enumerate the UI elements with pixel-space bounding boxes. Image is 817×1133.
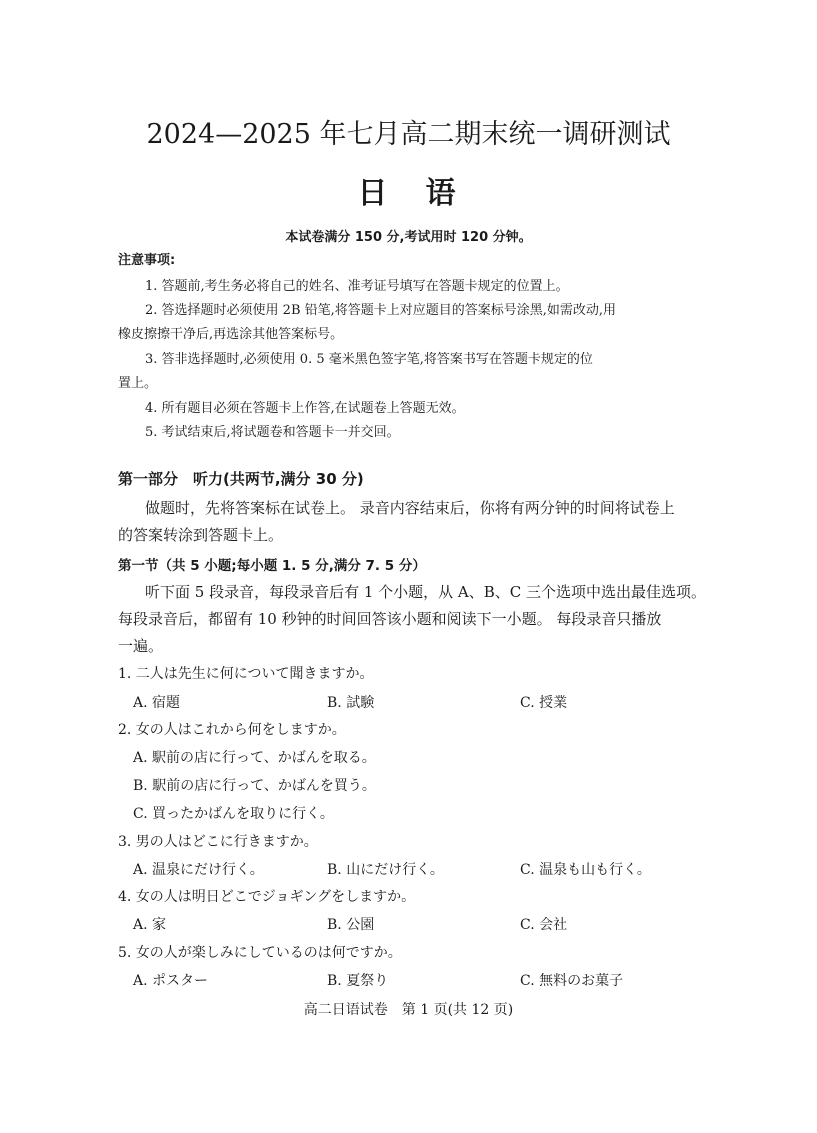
part1-heading: 第一部分 听力(共两节,满分 30 分) <box>118 470 364 488</box>
part1-intro-line: 做题时，先将答案标在试卷上。 录音内容结束后，你将有两分钟的时间将试卷上 <box>145 499 675 517</box>
section1-intro-line: 每段录音后，都留有 10 秒钟的时间回答该小题和阅读下一小题。 每段录音只播放 <box>118 610 662 628</box>
note-line: 1. 答题前,考生务必将自己的姓名、准考证号填写在答题卡规定的位置上。 <box>145 279 569 294</box>
section1-intro-line: 一遍。 <box>118 637 164 655</box>
option-b: B. 公園 <box>327 917 375 933</box>
page-footer: 高二日语试卷 第 1 页(共 12 页) <box>303 1002 514 1018</box>
option-a: A. 宿題 <box>133 695 181 711</box>
option-a: A. 温泉にだけ行く。 <box>133 862 264 878</box>
section1-intro-line: 听下面 5 段录音，每段录音后有 1 个小题，从 A、B、C 三个选项中选出最佳选项。 <box>145 583 707 601</box>
note-line: 4. 所有题目必须在答题卡上作答,在试题卷上答题无效。 <box>145 401 465 416</box>
question-stem: 4. 女の人は明日どこでジョギングをしますか。 <box>118 889 416 905</box>
subject-title: 日 语 <box>357 176 460 211</box>
score-line: 本试卷满分 150 分,考试用时 120 分钟。 <box>285 230 532 245</box>
notes-title: 注意事项: <box>118 253 176 268</box>
note-line: 置上。 <box>118 376 158 391</box>
option-a: A. ポスター <box>133 973 209 989</box>
question-stem: 1. 二人は先生に何について聞きますか。 <box>118 666 374 682</box>
option-c: C. 会社 <box>520 917 568 933</box>
note-line: 5. 考试结束后,将试题卷和答题卡一并交回。 <box>145 425 400 440</box>
option-b: B. 試験 <box>327 695 375 711</box>
note-line: 橡皮擦擦干净后,再选涂其他答案标号。 <box>118 327 344 342</box>
option-b: B. 夏祭り <box>327 973 389 989</box>
option-a: A. 家 <box>133 917 167 933</box>
exam-title: 2024—2025 年七月高二期末统一调研测试 <box>146 119 671 150</box>
question-stem: 2. 女の人はこれから何をしますか。 <box>118 722 346 738</box>
option-c: C. 無料のお菓子 <box>520 973 624 989</box>
option-a: A. 駅前の店に行って、かばんを取る。 <box>133 750 376 766</box>
section1-heading: 第一节（共 5 小题;每小题 1. 5 分,满分 7. 5 分） <box>118 558 426 574</box>
note-line: 3. 答非选择题时,必须使用 0. 5 毫米黑色签字笔,将答案书写在答题卡规定的位 <box>145 352 593 367</box>
option-c: C. 温泉も山も行く。 <box>520 862 651 878</box>
question-stem: 5. 女の人が楽しみにしているのは何ですか。 <box>118 945 402 961</box>
option-b: B. 駅前の店に行って、かばんを買う。 <box>133 778 376 794</box>
option-c: C. 買ったかばんを取りに行く。 <box>133 806 334 822</box>
option-c: C. 授業 <box>520 695 568 711</box>
question-stem: 3. 男の人はどこに行きますか。 <box>118 834 318 850</box>
part1-intro-line: 的答案转涂到答题卡上。 <box>118 526 284 544</box>
note-line: 2. 答选择题时必须使用 2B 铅笔,将答题卡上对应题目的答案标号涂黑,如需改动,用 <box>145 303 617 318</box>
option-b: B. 山にだけ行く。 <box>327 862 444 878</box>
